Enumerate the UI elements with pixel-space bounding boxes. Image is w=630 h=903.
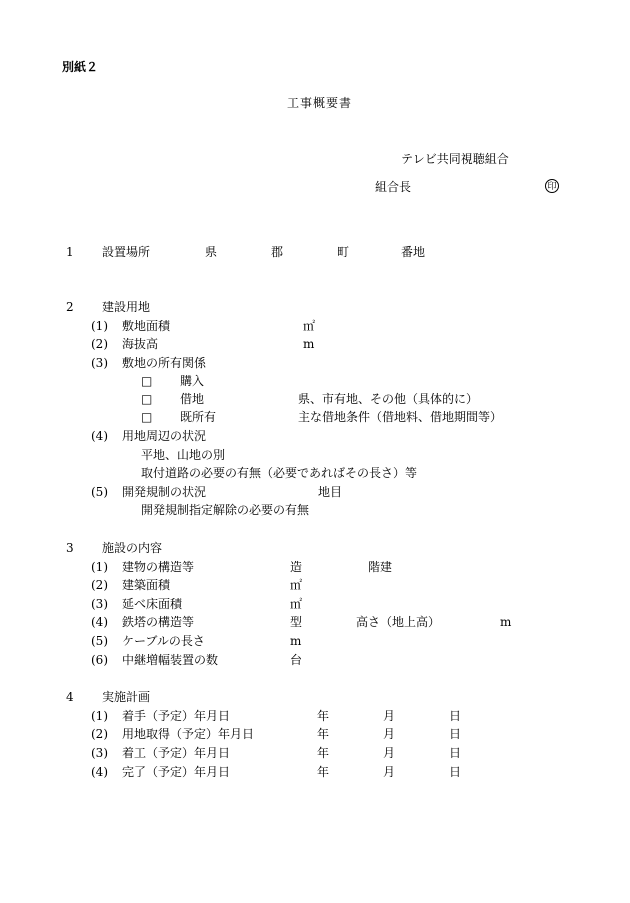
- item-unit: m: [500, 615, 512, 629]
- item-label: 延べ床面積: [122, 597, 183, 611]
- day-label: 日: [449, 765, 462, 779]
- item-label: 敷地面積: [122, 319, 171, 333]
- item-label: 用地取得（予定）年月日: [122, 727, 255, 741]
- section-number: 2: [66, 300, 74, 314]
- item-label: 開発規制の状況: [122, 485, 207, 499]
- month-label: 月: [383, 727, 396, 741]
- item-unit: 階建: [368, 560, 393, 574]
- attachment-label: 別紙２: [62, 60, 99, 74]
- item-unit: m: [290, 634, 302, 648]
- item-number: (1): [91, 319, 108, 333]
- checkbox-detail: 主な借地条件（借地料、借地期間等）: [298, 410, 503, 424]
- item-number: (2): [91, 727, 108, 741]
- item-number: (5): [91, 634, 108, 648]
- item-subnote: 平地、山地の別: [141, 448, 226, 462]
- chairperson-title: 組合長: [375, 180, 412, 194]
- month-label: 月: [383, 709, 396, 723]
- checkbox-label: 既所有: [180, 410, 217, 424]
- checkbox-purchase[interactable]: □: [141, 374, 153, 388]
- item-number: (3): [91, 746, 108, 760]
- year-label: 年: [317, 746, 330, 760]
- item-label: 着手（予定）年月日: [122, 709, 231, 723]
- item-number: (1): [91, 560, 108, 574]
- checkbox-owned[interactable]: □: [141, 410, 153, 424]
- item-subnote: 開発規制指定解除の必要の有無: [141, 503, 310, 517]
- item-label: 建築面積: [122, 578, 171, 592]
- item-label: 用地周辺の状況: [122, 429, 207, 443]
- section-label: 実施計画: [102, 690, 151, 704]
- item-number: (3): [91, 597, 108, 611]
- item-label: 海抜高: [122, 337, 159, 351]
- item-label: 建物の構造等: [122, 560, 195, 574]
- lot-number-label: 番地: [401, 245, 426, 259]
- year-label: 年: [317, 765, 330, 779]
- height-label: 高さ（地上高）: [356, 615, 441, 629]
- prefecture-label: 県: [205, 245, 218, 259]
- item-unit: ㎡: [290, 578, 303, 592]
- item-number: (6): [91, 653, 108, 667]
- item-label: 着工（予定）年月日: [122, 746, 231, 760]
- district-label: 郡: [271, 245, 284, 259]
- year-label: 年: [317, 727, 330, 741]
- item-unit: 台: [290, 653, 303, 667]
- organization-name: テレビ共同視聴組合: [401, 152, 509, 166]
- item-label: 完了（予定）年月日: [122, 765, 231, 779]
- document-title: 工事概要書: [287, 96, 353, 110]
- checkbox-label: 購入: [180, 374, 205, 388]
- item-subnote: 取付道路の必要の有無（必要であればその長さ）等: [141, 466, 418, 480]
- item-unit: m: [303, 337, 315, 351]
- item-unit: ㎡: [303, 319, 316, 333]
- town-label: 町: [337, 245, 350, 259]
- day-label: 日: [449, 746, 462, 760]
- item-number: (5): [91, 485, 108, 499]
- day-label: 日: [449, 709, 462, 723]
- day-label: 日: [449, 727, 462, 741]
- item-label: 中継増幅装置の数: [122, 653, 219, 667]
- item-unit: ㎡: [290, 597, 303, 611]
- item-unit: 造: [290, 560, 303, 574]
- section-number: 3: [66, 541, 74, 555]
- item-number: (4): [91, 615, 108, 629]
- section-label: 施設の内容: [102, 541, 163, 555]
- section-label: 設置場所: [102, 245, 151, 259]
- month-label: 月: [383, 746, 396, 760]
- item-number: (2): [91, 578, 108, 592]
- item-number: (2): [91, 337, 108, 351]
- item-label: ケーブルの長さ: [122, 634, 205, 648]
- item-number: (4): [91, 765, 108, 779]
- item-unit: 型: [290, 615, 303, 629]
- section-number: 1: [66, 245, 74, 259]
- checkbox-label: 借地: [180, 392, 205, 406]
- checkbox-lease[interactable]: □: [141, 392, 153, 406]
- year-label: 年: [317, 709, 330, 723]
- section-number: 4: [66, 690, 74, 704]
- item-number: (1): [91, 709, 108, 723]
- seal-stamp: 印: [545, 179, 559, 193]
- item-label: 敷地の所有関係: [122, 356, 207, 370]
- item-label: 鉄塔の構造等: [122, 615, 195, 629]
- item-number: (4): [91, 429, 108, 443]
- checkbox-detail: 県、市有地、その他（具体的に）: [298, 392, 479, 406]
- item-number: (3): [91, 356, 108, 370]
- item-unit: 地目: [318, 485, 343, 499]
- section-label: 建設用地: [102, 300, 151, 314]
- month-label: 月: [383, 765, 396, 779]
